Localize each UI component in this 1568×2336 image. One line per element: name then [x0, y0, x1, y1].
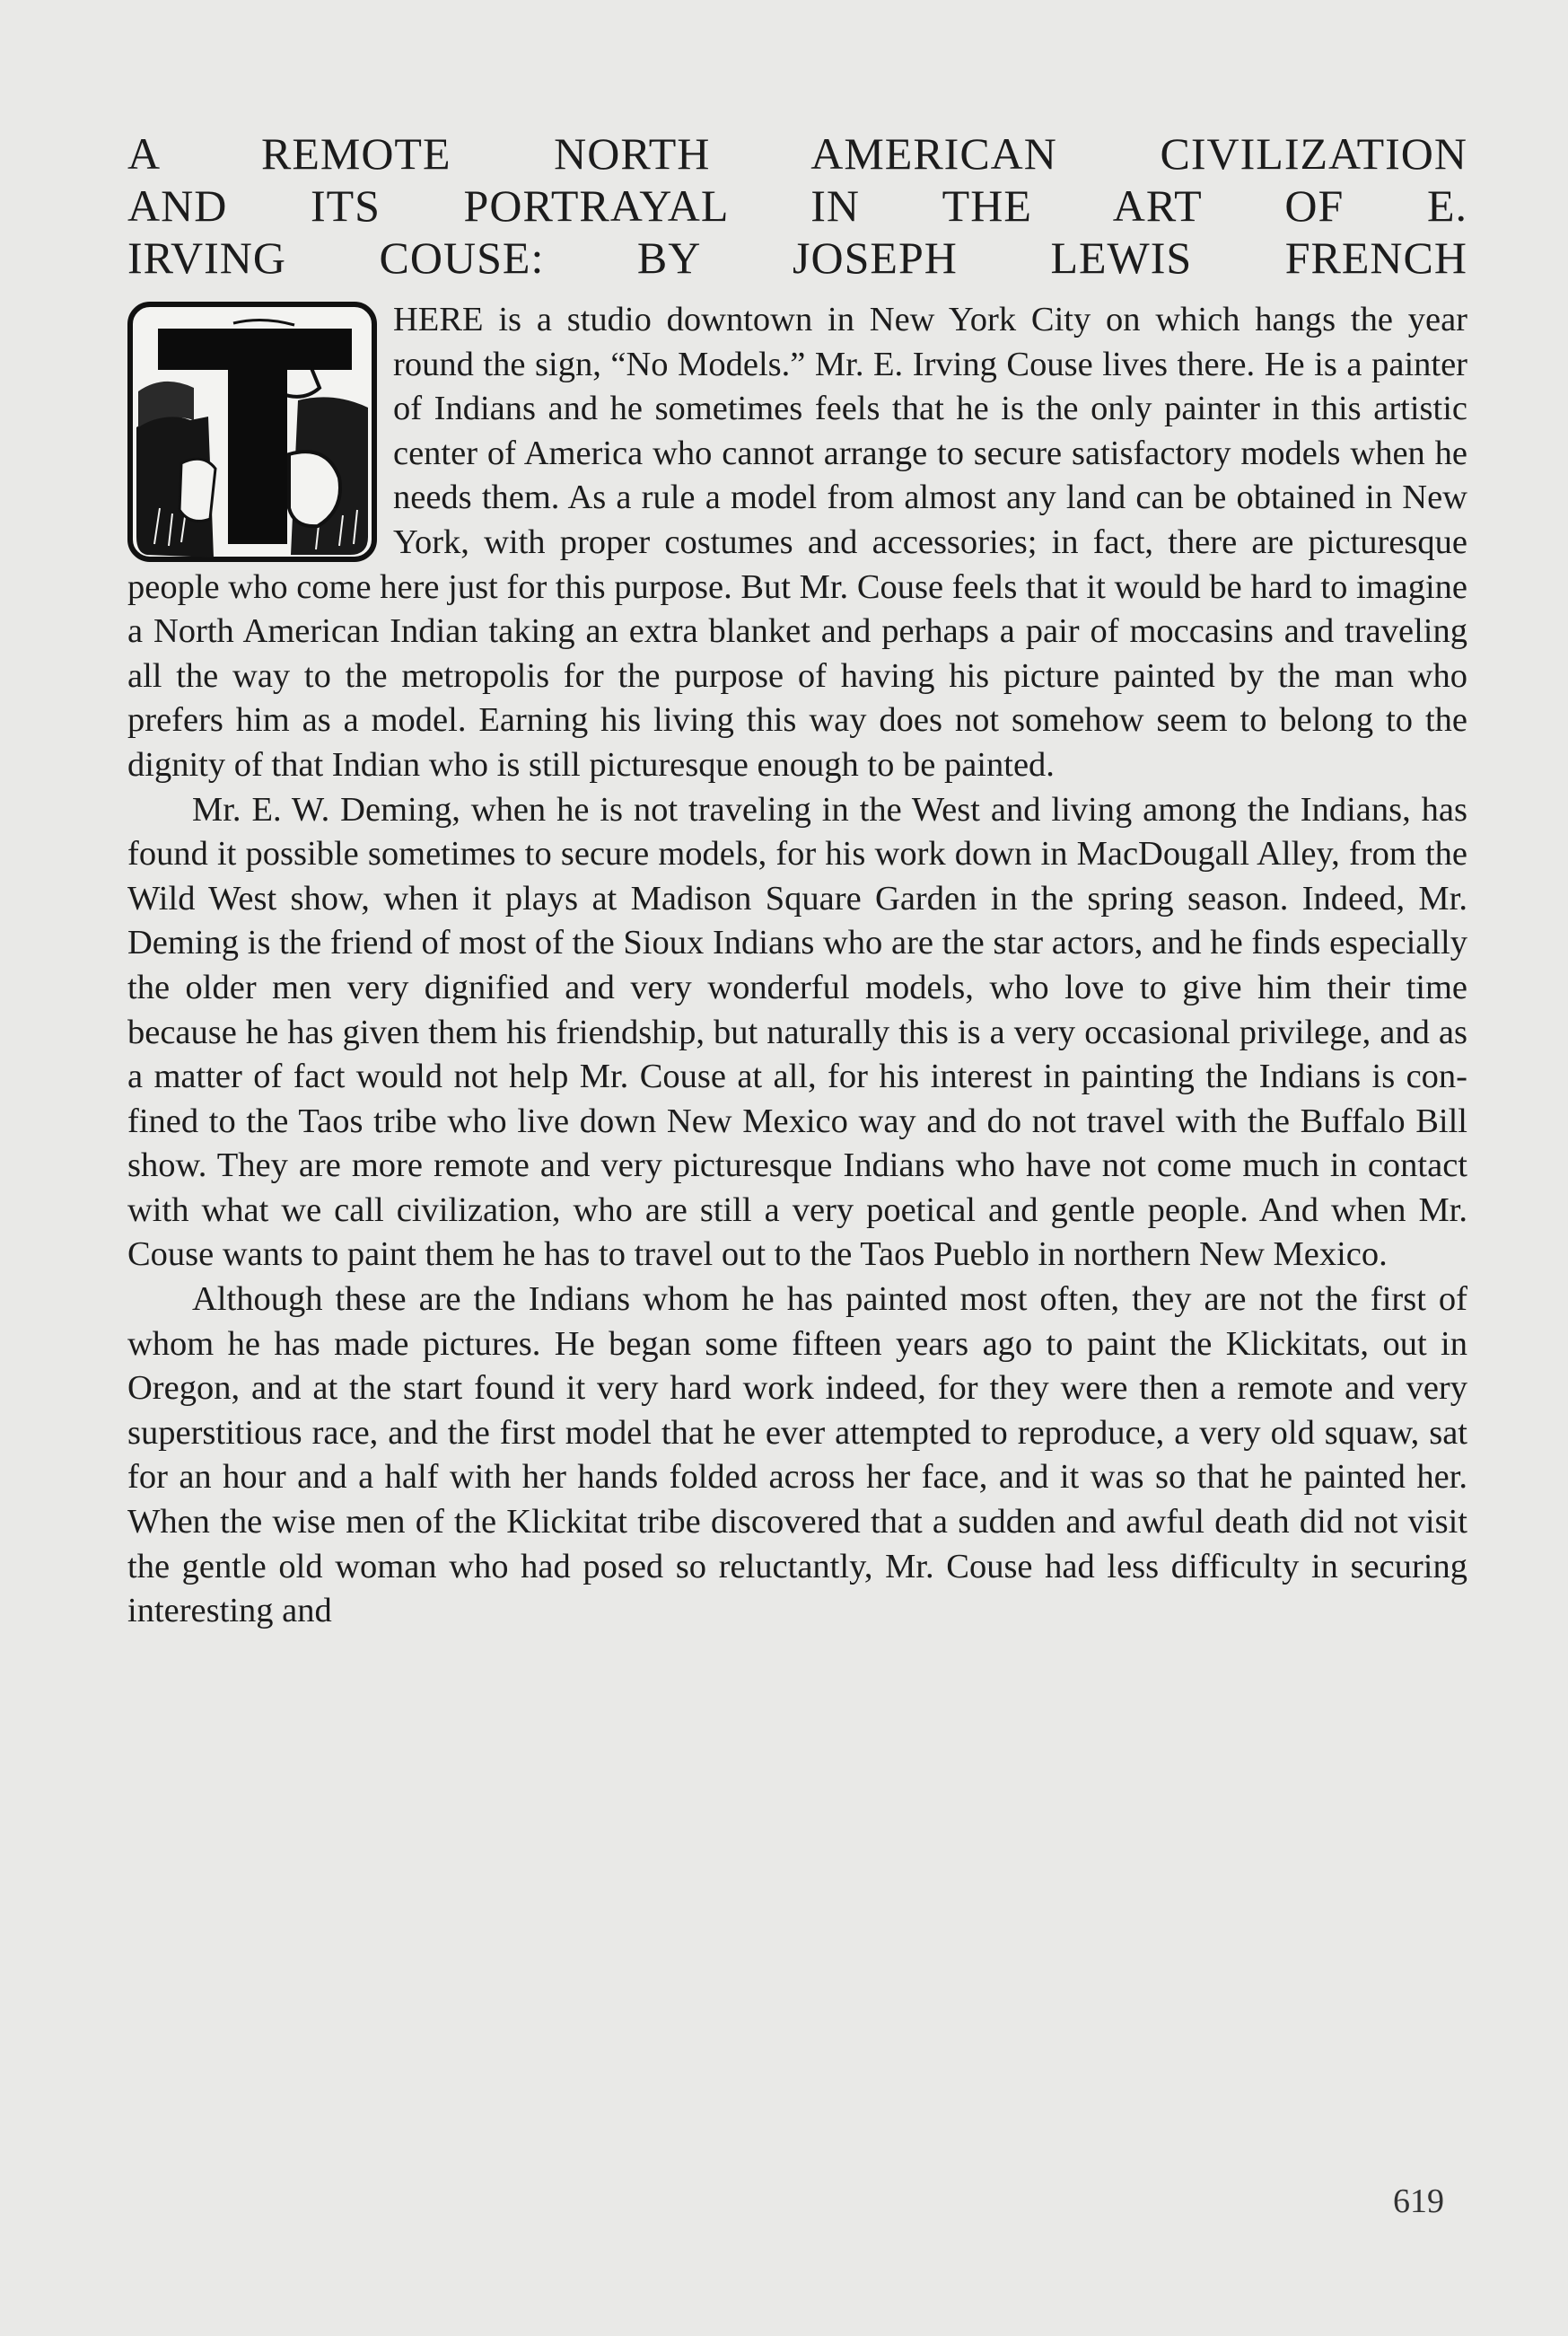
- paragraph: Mr. E. W. Deming, when he is not traveling in the West and living among the Indians, has found it possible sometimes to secure models, for his work down in MacDougall Alley, from the Wild West show, when it plays at Madison Square Garden in the spring season. Indeed, Mr. Deming is the friend of most of the Sioux Indians who are the star actors, and he finds especially the older men very dignified and very wonderful models, who love to give him their time because he has given them his friendship, but naturally this is a very occasional privilege, and as a matter of fact would not help Mr. Couse at all, for his interest in painting the Indians is confined to the Taos tribe who live down New Mexico way and do not travel with the Buffalo Bill show. They are more remote and very picturesque Indians who have not come much in contact with what we call civilization, who are still a very poetical and gentle people. And when Mr. Couse wants to paint them he has to travel out to the Taos Pueblo in northern New Mexico.: [127, 790, 1467, 1274]
- decorative-drop-cap-t-illustration: [127, 302, 377, 562]
- article: [127, 127, 1467, 1634]
- paragraph: Although these are the Indians whom he has painted most often, they are not the first of whom he has made pictures. He began some fifteen years ago to paint the Klickitats, out in Oregon, and at the start found it very hard work indeed, for they were then a remote and very superstitious race, and the first model that he ever attempted to reproduce, a very old squaw, sat for an hour and a half with her hands folded across her face, and it was so that he painted her. When the wise men of the Klickitat tribe discovered that a sudden and awful death did not visit the gentle old woman who had posed so reluctantly, Mr. Couse had less difficulty in securing interesting and: [127, 1280, 1467, 1630]
- article-title: [127, 127, 1467, 284]
- title-line: AND ITS PORTRAYAL IN THE ART OF E.: [127, 180, 1467, 231]
- page-number: 619: [1393, 2182, 1444, 2220]
- article-body: [127, 298, 1467, 1634]
- paragraph: HERE is a studio downtown in New York City on which hangs the year round the sign, “No Models.” Mr. E. Irving Couse lives there. He is a painter of Indians and he sometimes feels that he is the only painter in this artistic center of America who cannot arrange to secure satisfactory models when he needs them. As a rule a model from almost any land can be obtained in New York, with proper costumes and accessories; in fact, there are picturesque people who come here just for this purpose. But Mr. Couse feels that it would be hard to imagine a North American Indian taking an extra blanket and perhaps a pair of moccasins and traveling all the way to the metropolis for the purpose of having his picture painted by the man who prefers him as a model. Earning his living this way does not somehow seem to belong to the dignity of that Indian who is still picturesque enough to be painted.: [127, 301, 1467, 784]
- title-line: A REMOTE NORTH AMERICAN CIVILIZATION: [127, 128, 1467, 179]
- title-line: IRVING COUSE: BY JOSEPH LEWIS FRENCH: [127, 233, 1467, 283]
